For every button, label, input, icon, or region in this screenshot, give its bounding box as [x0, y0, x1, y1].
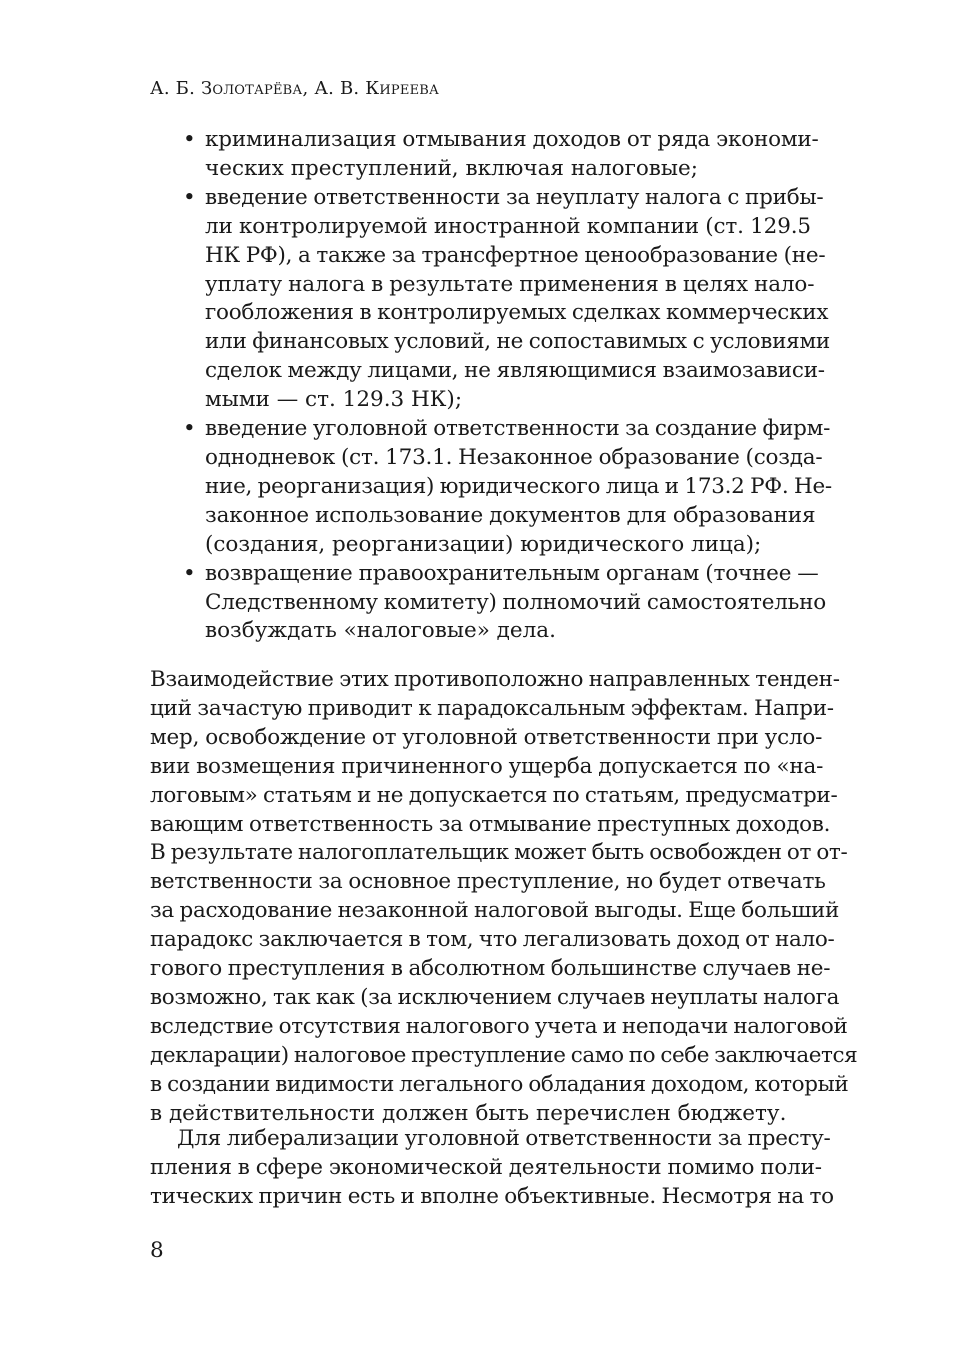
text-line: возможно, так как (за исключением случаев неуплаты налога [150, 984, 840, 1010]
text-line: введение ответственности за неуплату налога с прибы- [205, 184, 824, 210]
text-line: Следственному комитету) полномочий самостоятельно [205, 589, 826, 615]
text-line: вающим ответственность за отмывание преступных доходов. [150, 811, 831, 837]
body-paragraph [150, 1125, 834, 1212]
text-line: за расходование незаконной налоговой выгоды. Еще больший [150, 898, 840, 924]
text-line: или финансовых условий, не сопоставимых с условиями [205, 329, 830, 355]
text-line: гового преступления в абсолютном большинстве случаев не- [150, 956, 831, 982]
text-line: мыми — ст. 129.3 НК); [205, 387, 463, 413]
text-line: ние, реорганизация) юридического лица и 173.2 РФ. Не- [205, 473, 832, 499]
bullet-list [150, 126, 832, 646]
text-line: уплату налога в результате применения в целях нало- [205, 271, 815, 297]
text-line: вследствие отсутствия налогового учета и неподачи налоговой [150, 1013, 848, 1039]
text-line: сделок между лицами, не являющимися взаимозависи- [205, 358, 825, 384]
text-line: возбуждать «налоговые» дела. [205, 618, 556, 644]
text-line: возвращение правоохранительным органам (точнее — [205, 560, 819, 586]
text-line: введение уголовной ответственности за создание фирм- [205, 416, 831, 442]
text-line: ческих преступлений, включая налоговые; [205, 155, 698, 181]
bullet-icon: • [183, 127, 196, 152]
body-paragraph [150, 666, 858, 1129]
text-line: ли контролируемой иностранной компании (ст. 129.5 [205, 213, 811, 239]
bullet-item [150, 184, 830, 415]
bullet-icon: • [183, 184, 196, 210]
text-line: тических причин есть и вполне объективные. Несмотря на то [150, 1183, 834, 1209]
text-line: В результате налогоплательщик может быть освобожден от от- [150, 840, 848, 866]
text-line: в создании видимости легального обладания доходом, который [150, 1071, 849, 1097]
text-line: Для либерализации уголовной ответственности за престу- [177, 1126, 831, 1151]
text-line: пления в сфере экономической деятельности помимо поли- [150, 1154, 822, 1180]
bullet-item [150, 415, 832, 560]
text-line: законное использование документов для образования [205, 502, 816, 528]
text-line: в действительности должен быть перечислен бюджету. [150, 1100, 787, 1126]
text-line: Взаимодействие этих противоположно направленных тенден- [150, 667, 840, 692]
bullet-icon: • [183, 560, 196, 586]
text-line: декларации) налоговое преступление само по себе заключается [150, 1042, 858, 1068]
text-line: логовым» статьям и не допускается по статьям, предусматри- [150, 782, 838, 808]
text-line: однодневок (ст. 173.1. Незаконное образование (созда- [205, 444, 823, 470]
text-line: парадокс заключается в том, что легализовать доход от нало- [150, 927, 835, 953]
running-head-authors: А. Б. Золотарёва, А. В. Киреева [150, 78, 440, 99]
text-line: вии возмещения причиненного ущерба допускается по «на- [150, 753, 824, 779]
text-line: мер, освобождение от уголовной ответственности при усло- [150, 724, 823, 750]
text-line: (создания, реорганизации) юридического лица); [205, 531, 762, 557]
page-number: 8 [150, 1238, 164, 1263]
bullet-item [150, 560, 826, 647]
text-line: ветственности за основное преступление, но будет отвечать [150, 869, 826, 895]
text-line: ций зачастую приводит к парадоксальным эффектам. Напри- [150, 695, 834, 721]
bullet-icon: • [183, 416, 196, 442]
bullet-item [150, 126, 819, 184]
text-line: гообложения в контролируемых сделках коммерческих [205, 300, 829, 326]
text-line: НК РФ), а также за трансфертное ценообразование (не- [205, 242, 826, 268]
text-line: криминализация отмывания доходов от ряда экономи- [205, 127, 819, 152]
